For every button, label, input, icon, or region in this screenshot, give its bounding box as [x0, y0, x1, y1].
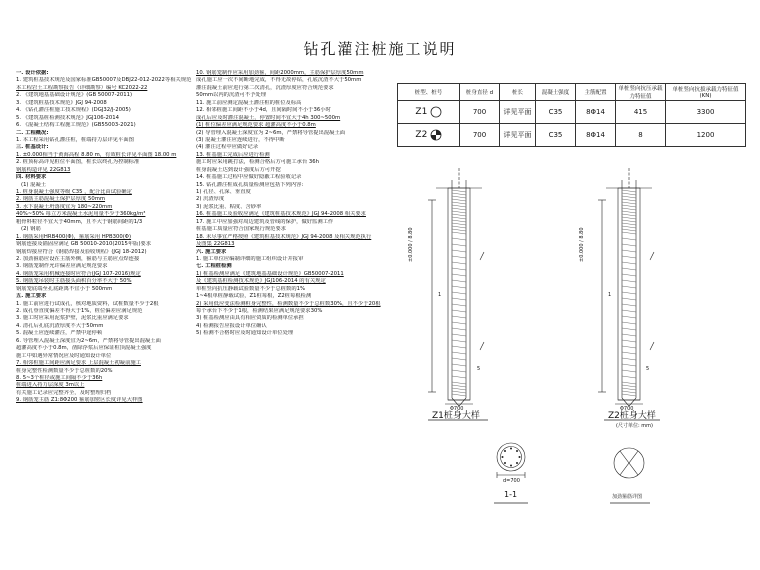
stirrup-line — [452, 364, 466, 366]
note-line: (2) 钢筋 — [21, 226, 41, 233]
stirrup-line — [622, 229, 636, 231]
header-diameter: 桩身直径 d — [460, 84, 500, 101]
note-line: 有关施工记录应完整齐全，及时整理归档 — [16, 389, 112, 396]
stirrup-line — [622, 202, 636, 204]
stirrup-line — [622, 385, 636, 387]
note-line: 6. 《混凝土结构工程施工规范》(GB55003-2021) — [16, 122, 136, 129]
note-line: 10. 钢筋笼制作应采用加劲箍，间距2000mm，主筋保护层厚度50mm — [196, 70, 364, 76]
stirrup-line — [452, 310, 466, 312]
table-cell: 1200 — [666, 124, 746, 147]
note-line: 桩身混凝土达到设计强度后方可开挖 — [196, 166, 281, 173]
note-line: 5. 钢筋笼吊装时主筋接头面积百分率不大于 50% — [16, 278, 132, 285]
note-line: (1) 桩位偏差应满足规范要求 超灌高度不小于0.8m — [196, 122, 316, 129]
stirrup-line — [452, 298, 466, 300]
note-line: 4. 《钻孔灌注桩施工技术规程》(DGJ32/J-2005) — [16, 107, 131, 114]
table-cell: 700 — [460, 101, 500, 124]
rebar-dot — [504, 450, 506, 452]
z2-mark-1: 1 — [608, 292, 612, 298]
page-title: 钻孔灌注桩施工说明 — [303, 40, 457, 58]
note-line: 13. 桩基施工完成后应进行检测 — [196, 151, 270, 158]
stirrup-line — [452, 250, 466, 252]
note-line: 7. 相邻桩施工间距应满足要求 上层混凝土初凝前施工 — [16, 360, 141, 367]
stirrup-line — [622, 256, 636, 258]
stirrup-line — [622, 370, 636, 372]
note-line: 1) 孔径、孔深、垂直度 — [196, 189, 251, 195]
stirrup-line — [452, 388, 466, 390]
stirrup-line — [452, 217, 466, 219]
stirrup-line — [452, 238, 466, 240]
stirrup-line — [452, 376, 466, 378]
stirrup-line — [622, 274, 636, 276]
stirrup-line — [452, 211, 466, 213]
note-line: (1) 混凝土 — [21, 181, 47, 188]
note-line: 钢筋连接及锚固应满足 GB 50010-2010(2015年版)要求 — [16, 241, 152, 248]
rebar-dot — [510, 465, 512, 467]
stirrup-line — [452, 346, 466, 348]
stirrup-line — [622, 328, 636, 330]
stirrup-line — [452, 190, 466, 192]
stirrup-line — [622, 208, 636, 210]
table-cell: C35 — [536, 101, 576, 124]
stirrup-line — [452, 328, 466, 330]
stirrup-line — [622, 352, 636, 354]
note-line: 11. 施工前应测定混凝土灌注桩的桩位及标高 — [196, 99, 302, 106]
section-heading: 四. 材料要求 — [16, 174, 47, 181]
note-line: 14. 桩基施工过程中应做好隐蔽工程验收记录 — [196, 174, 302, 181]
note-line: 钢筋笼底端至孔底距离不宜小于 500mm — [16, 285, 113, 292]
stirrup-line — [452, 274, 466, 276]
note-line: 施工中如遇异常情况应及时通知设计单位 — [16, 352, 112, 359]
stirrup-line — [452, 268, 466, 270]
note-line: (4) 灌注过程中应做好记录 — [196, 144, 259, 151]
stirrup-line — [452, 214, 466, 216]
stirrup-line — [622, 334, 636, 336]
stirrup-line — [452, 352, 466, 354]
stirrup-line — [452, 385, 466, 387]
header-length: 桩长 — [500, 84, 536, 101]
z1-pile-elevation — [428, 168, 484, 406]
note-line: 1. 施工前应进行试成孔，核对地质资料，试桩数量不少于2根 — [16, 300, 159, 307]
stirrup-line — [452, 340, 466, 342]
z1-mark-1: 1 — [438, 292, 442, 298]
table-cell: 详见平面 — [500, 124, 536, 147]
stirrup-line — [622, 280, 636, 282]
pile-name: Z1 — [415, 107, 428, 117]
z2-stirrups — [622, 190, 636, 396]
note-line: 每个承台下不少于1根，检测结果应满足规范要求30% — [196, 308, 323, 314]
stirrup-line — [452, 205, 466, 207]
stirrup-line — [452, 280, 466, 282]
stirrup-line — [622, 292, 636, 294]
rebar-dot — [519, 456, 521, 458]
section-heading: 五. 施工要求 — [16, 293, 47, 300]
table-cell: 415 — [616, 101, 666, 124]
note-line: 1. 本工程采用钻孔灌注桩，桩端持力层详见平面图 — [16, 136, 134, 143]
z2-level-note: ±0.000 / 8.80 — [579, 227, 585, 262]
stirrup-line — [622, 388, 636, 390]
stirrup-line — [622, 340, 636, 342]
stirrup-line — [622, 232, 636, 234]
note-line: 1. 建筑桩基技术规范及国家标准GB50007及DBJ22-012-2022等相关规范 — [16, 77, 192, 84]
z1-stirrups — [452, 190, 466, 396]
stirrup-line — [452, 193, 466, 195]
note-line: 2. 桩顶标高详见桩位平面图，桩长以终孔为控制标准 — [16, 159, 140, 166]
stirrup-line — [452, 316, 466, 318]
pile-name: Z2 — [415, 130, 428, 140]
stirrup-line — [452, 370, 466, 372]
stirrup-line — [452, 322, 466, 324]
note-line: 4. 钢筋笼采用机械连接时应符合(JGJ 107-2016)规定 — [16, 270, 141, 277]
stirrup-line — [622, 364, 636, 366]
rebar-dot — [510, 448, 512, 450]
header-concrete: 混凝土强度 — [536, 84, 576, 101]
stirrup-line — [622, 226, 636, 228]
stirrup-line — [452, 394, 466, 396]
stirrup-line — [622, 220, 636, 222]
stirrup-line — [452, 292, 466, 294]
note-line: 2. 钢筋主筋混凝土保护层厚度 50mm — [16, 196, 106, 203]
note-line: 1~4根单桩静载试验，Z1桩每根，Z2桩每根检测 — [196, 293, 312, 300]
note-line: 3. 施工时应采用泥浆护壁，泥浆比重应满足要求 — [16, 315, 129, 322]
note-line: 1. 施工单位应编制详细的施工组织设计并报审 — [196, 255, 304, 262]
table-cell: 3300 — [666, 101, 746, 124]
stirrup-line — [622, 205, 636, 207]
stirrup-line — [452, 208, 466, 210]
table-cell: 8 — [616, 124, 666, 147]
note-line: 钢筋焊接应符合《钢筋焊接及验收规程》(JGJ 18-2012) — [16, 248, 147, 255]
stirrup-line — [622, 244, 636, 246]
stirrup-line — [452, 382, 466, 384]
note-line: 2) 沉渣厚度 — [196, 196, 225, 203]
z2-diameter-label: Φ700 — [620, 406, 634, 412]
table-cell: 详见平面 — [500, 101, 536, 124]
stirrup-line — [452, 304, 466, 306]
stirrup-line — [622, 286, 636, 288]
z1-level-note: ±0.000 / 8.80 — [408, 227, 414, 262]
stirrup-caption: 加劲箍筋详图 — [612, 494, 643, 500]
section-rebar-dots — [502, 448, 521, 467]
stirrup-line — [452, 244, 466, 246]
stirrup-line — [452, 220, 466, 222]
header-uplift-capacity: 单桩竖向抗拔承载力特征值 (KN) — [666, 84, 746, 101]
note-line: 40%~50% 每立方米混凝土水泥用量不少于360kg/m³ — [16, 211, 146, 218]
note-line: 单桩竖向抗压静载试验数量不少于总桩数的1% — [196, 285, 306, 292]
rebar-dot — [516, 462, 518, 464]
stirrup-line — [622, 238, 636, 240]
note-line: (3) 混凝土灌注应连续进行，不得中断 — [196, 136, 285, 143]
note-line: 15. 钻孔灌注桩成孔质量检测应包括下列内容: — [196, 181, 304, 188]
stirrup-line — [452, 286, 466, 288]
stirrup-line — [622, 217, 636, 219]
note-line: 3. 《建筑桩基技术规范》JGJ 94-2008 — [16, 99, 107, 106]
z2-mark-5: 5 — [646, 366, 650, 372]
note-line: 1) 桩基检测应满足《建筑地基基础设计规范》GB50007-2011 — [196, 270, 344, 277]
z2-caption: Z2桩身大样 — [608, 411, 656, 421]
stirrup-line — [452, 226, 466, 228]
stirrup-line — [452, 196, 466, 198]
stirrup-line — [622, 199, 636, 201]
stirrup-line — [452, 232, 466, 234]
note-line: 2. 《建筑地基基础设计规范》(GB 50007-2011) — [16, 92, 133, 99]
note-line: 5. 混凝土应连续灌注，严禁中途停顿 — [16, 330, 103, 337]
note-line: 2) 采用低应变法检测桩身完整性，检测数量不少于总桩数30%，且不少于20根 — [196, 300, 381, 307]
header-pile-name: 桩型、桩号 — [398, 84, 460, 101]
note-line: 及图集 22G813 — [196, 241, 235, 248]
stirrup-line — [622, 316, 636, 318]
z2-unit-note: (尺寸单位: mm) — [616, 423, 653, 429]
stirrup-line — [452, 262, 466, 264]
note-line: 6. 导管埋入混凝土深度宜为2~6m，严禁将导管提出混凝土面 — [16, 337, 161, 344]
note-line: 18. 未尽事宜严格按照《建筑桩基技术规范》JGJ 94-2008 及相关规范执行 — [196, 233, 372, 240]
stirrup-line — [622, 250, 636, 252]
stirrup-line — [452, 202, 466, 204]
stirrup-line — [622, 262, 636, 264]
z1-caption: Z1桩身大样 — [432, 411, 480, 421]
note-line: 5) 检测不合格时应及时通知设计单位处理 — [196, 330, 294, 337]
stirrup-line — [622, 298, 636, 300]
rebar-dot — [502, 456, 504, 458]
stirrup-line — [622, 214, 636, 216]
note-line: 3. 钢筋笼制作允许偏差应满足规范要求 — [16, 263, 108, 270]
z1-mark-5: 5 — [477, 366, 481, 372]
note-line: 施工时应采用跳打法，检测合格后方可施工承台 36h — [196, 159, 320, 166]
stirrup-line — [622, 211, 636, 213]
stirrup-line — [452, 223, 466, 225]
rebar-dot — [504, 462, 506, 464]
stirrup-line — [452, 334, 466, 336]
table-cell: C35 — [536, 124, 576, 147]
stirrup-line — [452, 256, 466, 258]
note-line: 12. 相邻桩施工间距不小于4d，且间隔时间不小于36小时 — [196, 107, 331, 114]
note-line: 16. 桩基施工及验收应满足《建筑桩基技术规范》JGJ 94-2008 相关要求 — [196, 211, 366, 218]
note-line: 及《建筑基桩检测技术规范》JGJ106-2014 的有关规定 — [196, 278, 326, 285]
rebar-dot — [516, 450, 518, 452]
header-compression-capacity: 单桩竖向抗压承载力特征值 — [616, 84, 666, 101]
stirrup-line — [622, 346, 636, 348]
note-line: 粗骨料粒径不宜大于40mm，且不大于钢筋间距的1/3 — [16, 218, 143, 225]
note-line: 1. ±0.000相当于黄海高程 8.80 m，有效桩长详见平面图 18.00 m — [16, 151, 177, 158]
note-line: 4) 检测报告应报设计单位确认 — [196, 322, 267, 329]
note-line: 9. 钢筋笼主筋 Z1:8Φ200 箍筋加密区长度详见大样图 — [16, 397, 143, 404]
stirrup-line — [622, 394, 636, 396]
stirrup-line — [622, 358, 636, 360]
note-line: 1. 钢筋采用HRB400(Φ)，箍筋采用 HPB300(Φ) — [16, 233, 132, 240]
note-line: 成孔施工应一次不间断地完成，不得无故停钻，孔底沉渣不大于50mm — [196, 77, 362, 84]
note-line: 17. 施工中应加强对周边建筑及管线的保护，做好监测工作 — [196, 218, 334, 225]
note-line: 2. 成孔垂直度偏差不得大于1%，桩位偏差应满足规范 — [16, 308, 143, 314]
note-line: 钢筋构造详见 22G813 — [16, 166, 71, 173]
stirrup-line — [622, 382, 636, 384]
note-line: 灌注混凝土前应进行第二次清孔，沉渣厚度应符合规范要求 — [196, 84, 334, 91]
stirrup-line — [622, 268, 636, 270]
z1-diameter-label: Φ700 — [450, 406, 464, 412]
note-line: 桩基施工质量应符合国家现行规范要求 — [196, 226, 287, 233]
stirrup-line — [622, 310, 636, 312]
note-line: 4. 清孔后孔底沉渣厚度不大于50mm — [16, 322, 104, 329]
stirrup-line — [622, 193, 636, 195]
stirrup-line — [452, 391, 466, 393]
note-line: 50mm以内的沉渣可不予处理 — [196, 92, 267, 99]
stirrup-line — [452, 358, 466, 360]
note-line: 2. 加劲箍筋应设在主筋外侧，箍筋与主筋应点焊连接 — [16, 255, 140, 262]
table-cell: 700 — [460, 124, 500, 147]
stirrup-line — [452, 229, 466, 231]
note-line: 1. 桩身混凝土强度等级 C35 ，配合比由试验确定 — [16, 189, 132, 195]
note-line: 桩身完整性检测数量不少于总桩数的20% — [16, 367, 113, 374]
stirrup-line — [622, 322, 636, 324]
section-caption: 1-1 — [504, 490, 518, 499]
section-heading: 六. 施工要求 — [196, 248, 227, 255]
table-cell: 8Φ14 — [576, 124, 616, 147]
table-cell: 8Φ14 — [576, 101, 616, 124]
note-line: 5. 《建筑基桩检测技术规范》JGJ106-2014 — [16, 114, 120, 121]
stirrup-line — [622, 190, 636, 192]
section-heading: 一. 设计依据: — [16, 70, 49, 76]
note-line: 成孔后应及时灌注混凝土，停置时间不宜大于4h 300~500m — [196, 114, 341, 121]
note-line: 3. 水下混凝土坍落度宜为 180~220mm — [16, 203, 113, 210]
note-line: 3) 桩基检测应由具有相应资质的检测单位承担 — [196, 315, 304, 322]
section-heading: 七. 工程桩检测 — [196, 263, 232, 270]
note-line: 本工程岩土工程勘察报告（详细勘察）编号 KC2022-22 — [16, 84, 148, 91]
stirrup-line — [622, 304, 636, 306]
note-line: 超灌高度不小于0.8m，凿除浮浆后应保证桩顶混凝土强度 — [16, 345, 152, 352]
header-rebar: 主筋配置 — [576, 84, 616, 101]
note-line: 桩端进入持力层深度 3m以上 — [16, 382, 85, 389]
stirrup-line — [622, 196, 636, 198]
stirrup-line — [622, 223, 636, 225]
section-heading: 二. 工程概况: — [16, 129, 49, 136]
section-heading: 三. 桩基设计: — [16, 144, 49, 151]
section-dimension: d=700 — [503, 478, 520, 484]
stirrup-line — [622, 376, 636, 378]
stirrup-line — [452, 199, 466, 201]
note-line: (2) 导管埋入混凝土深度宜为 2~6m，严禁将导管提出混凝土面 — [196, 129, 346, 136]
stirrup-line — [622, 391, 636, 393]
note-line: 3) 泥浆比重、粘度、含砂率 — [196, 203, 262, 210]
note-line: 8. 5~3个桩径或施工间隔不少于36h — [16, 374, 103, 381]
